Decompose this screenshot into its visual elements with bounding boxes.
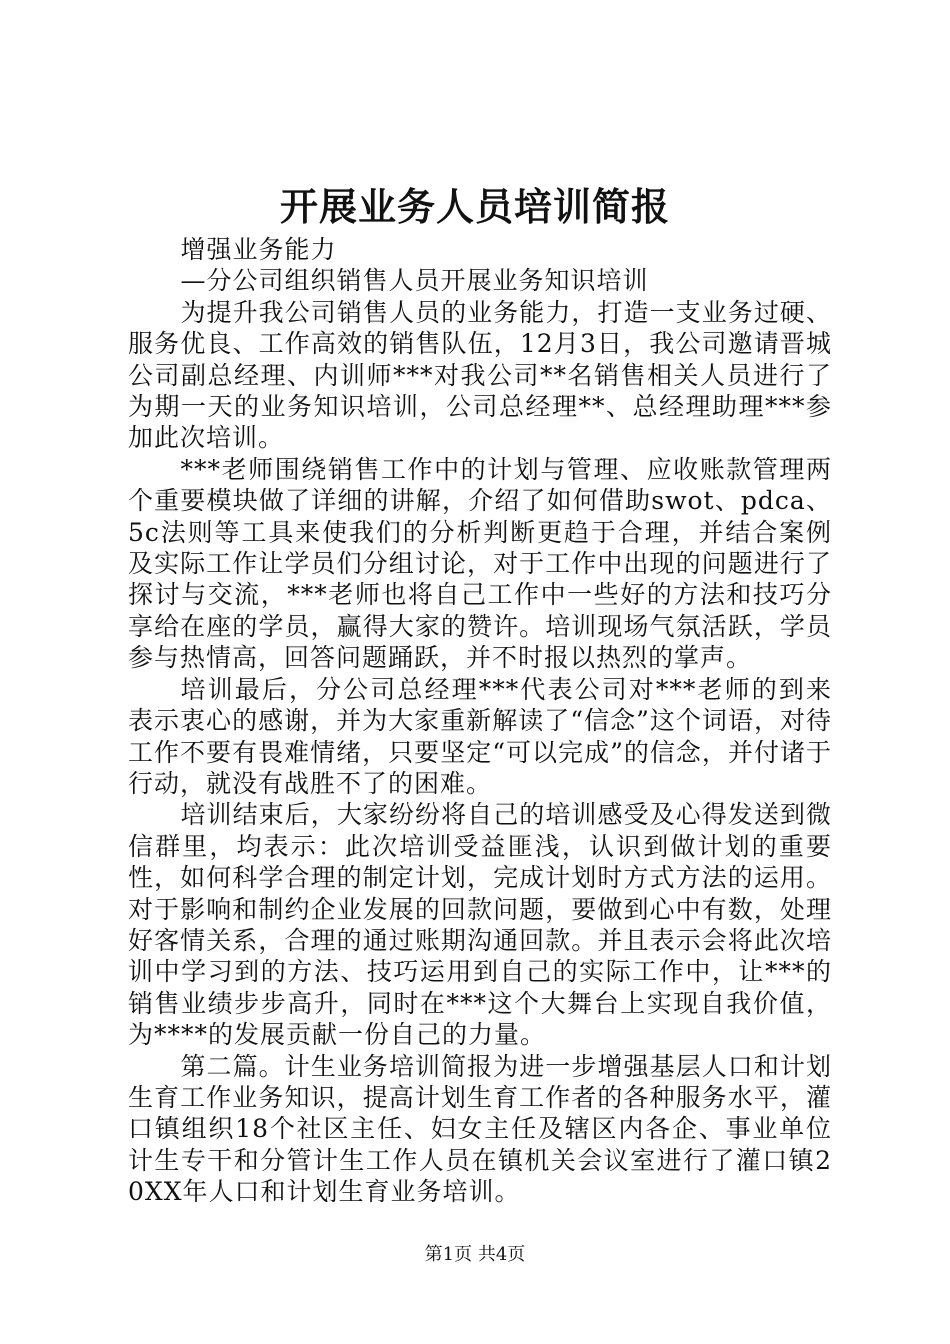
paragraph-5: 第二篇。计生业务培训简报为进一步增强基层人口和计划生育工作业务知识，提高计划生育工作者的各种服务水平，灌口镇组织18个社区主任、妇女主任及辖区内各企、事业单位计生专干和分管计生工作人员在镇机关会议室进行了灌口镇20XX年人口和计划生育业务培训。	[128, 1051, 832, 1207]
document-title: 开展业务人员培训简报	[279, 184, 670, 229]
paragraph-4: 培训结束后，大家纷纷将自己的培训感受及心得发送到微信群里，均表示：此次培训受益匪浅，认识到做计划的重要性，如何科学合理的制定计划，完成计划时方式方法的运用。对于影响和制约企业发展的回款问题，要做到心中有数，处理好客情关系，合理的通过账期沟通回款。并且表示会将此次培训中学习到的方法、技巧运用到自己的实际工作中，让***的销售业绩步步高升，同时在***这个大舞台上实现自我价值，为****的发展贡献一份自己的力量。	[128, 800, 832, 1050]
paragraph-2: ***老师围绕销售工作中的计划与管理、应收账款管理两个重要模块做了详细的讲解，介绍了如何借助swot、pdca、5c法则等工具来使我们的分析判断更趋于合理，并结合案例及实际工作让学员们分组讨论，对于工作中出现的问题进行了探讨与交流，***老师也将自己工作中一些好的方法和技巧分享给在座的学员，赢得大家的赞许。培训现场气氛活跃，学员参与热情高，回答问题踊跃，并不时报以热烈的掌声。	[128, 454, 832, 673]
paragraph-3: 培训最后，分公司总经理***代表公司对***老师的到来表示衷心的感谢，并为大家重新解读了“信念”这个词语，对待工作不要有畏难情绪，只要坚定“可以完成”的信念，并付诸于行动，就没有战胜不了的困难。	[128, 674, 832, 798]
page-footer: 第1页 共4页	[424, 1244, 526, 1265]
document-body	[128, 234, 832, 1208]
paragraph-1: 为提升我公司销售人员的业务能力，打造一支业务过硬、服务优良、工作高效的销售队伍，12月3日，我公司邀请晋城公司副总经理、内训师***对我公司**名销售相关人员进行了为期一天的业务知识培训，公司总经理**、总经理助理***参加此次培训。	[128, 297, 832, 453]
subtitle-line-2: —分公司组织销售人员开展业务知识培训	[180, 266, 649, 296]
subtitle-line-1: 增强业务能力	[180, 235, 337, 264]
